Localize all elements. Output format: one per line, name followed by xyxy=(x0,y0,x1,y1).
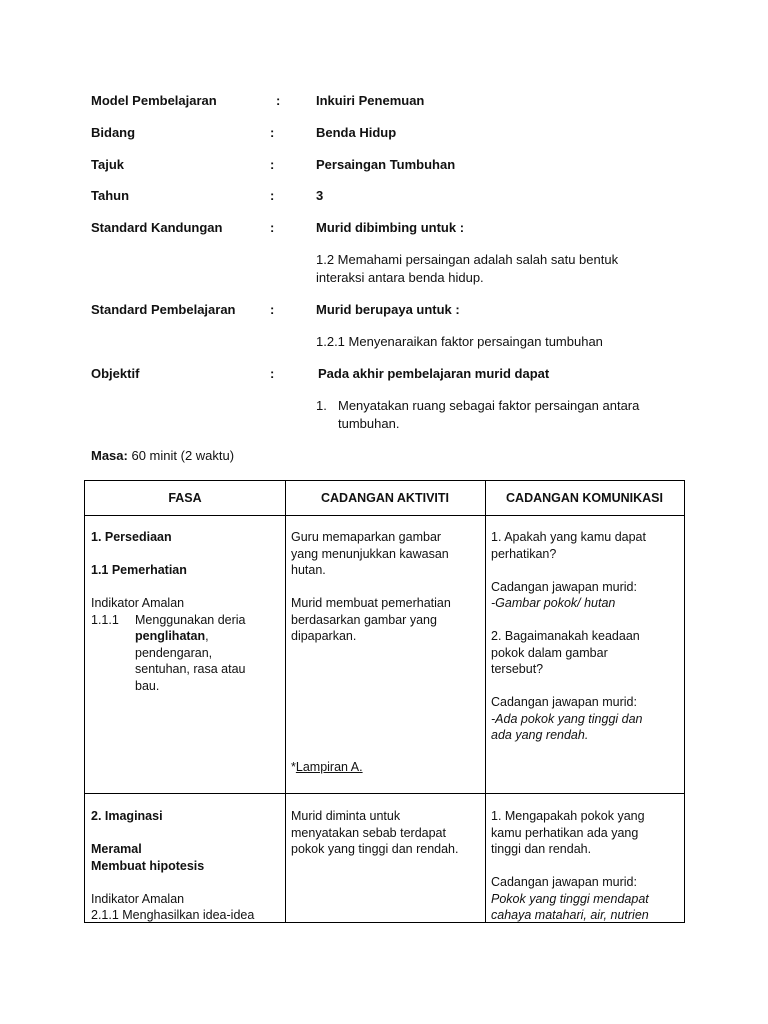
aktiviti-line: pokok yang tinggi dan rendah. xyxy=(291,842,459,856)
komunikasi-line: Cadangan jawapan murid: xyxy=(491,695,637,709)
komunikasi-line: tersebut? xyxy=(491,662,544,676)
standard-pembelajaran-value: Murid berupaya untuk : xyxy=(316,302,460,317)
standard-pembelajaran-label: Standard Pembelajaran xyxy=(91,302,236,317)
colon: : xyxy=(270,125,275,140)
objektif-value: Pada akhir pembelajaran murid dapat xyxy=(318,366,550,381)
standard-pembelajaran-detail: 1.2.1 Menyenaraikan faktor persaingan tumbuhan xyxy=(316,334,603,349)
komunikasi-line: 1. Mengapakah pokok yang xyxy=(491,809,645,823)
masa-line xyxy=(91,447,234,465)
colon: : xyxy=(270,366,275,381)
indikator-bold: penglihatan xyxy=(135,629,206,643)
header-cadangan-aktiviti: CADANGAN AKTIVITI xyxy=(320,491,449,505)
indikator-number: 1.1.1 xyxy=(91,612,119,627)
lampiran-link: Lampiran A. xyxy=(295,760,363,774)
indikator-line: Menggunakan deria xyxy=(135,612,246,627)
indikator-line: bau. xyxy=(135,678,160,693)
info-row-tahun xyxy=(0,187,768,205)
asterisk: * xyxy=(291,760,296,774)
aktiviti-line: yang menunjukkan kawasan xyxy=(291,546,449,561)
tahun-value: 3 xyxy=(316,188,324,203)
komunikasi-answer: -Gambar pokok/ hutan xyxy=(491,596,616,610)
tahun-label: Tahun xyxy=(91,188,130,203)
komunikasi-answer: cahaya matahari, air, nutrien xyxy=(491,908,649,922)
masa-value: 60 minit (2 waktu) xyxy=(131,448,235,463)
row-divider xyxy=(85,515,684,516)
info-row-tajuk xyxy=(0,156,768,174)
row-divider xyxy=(85,793,684,794)
fasa-title: 1. Persediaan xyxy=(91,530,172,544)
bidang-value: Benda Hidup xyxy=(316,125,397,140)
header-cadangan-komunikasi: CADANGAN KOMUNIKASI xyxy=(506,491,663,505)
indikator-line: sentuhan, rasa atau xyxy=(135,662,246,676)
row2-fasa-cell xyxy=(91,808,281,924)
komunikasi-line: 1. Apakah yang kamu dapat xyxy=(491,530,646,544)
fasa-bold-line: Membuat hipotesis xyxy=(91,858,205,873)
model-value: Inkuiri Penemuan xyxy=(316,93,425,108)
indikator-label: Indikator Amalan xyxy=(91,891,185,906)
komunikasi-line: tinggi dan rendah. xyxy=(491,842,592,856)
aktiviti-line: Murid diminta untuk xyxy=(291,809,401,823)
standard-kandungan-detail xyxy=(316,251,676,287)
masa-label: Masa: xyxy=(91,448,128,463)
column-divider xyxy=(285,481,286,922)
comma: , xyxy=(205,629,209,643)
aktiviti-line: Murid membuat pemerhatian xyxy=(291,596,451,610)
objektif-line: Menyatakan ruang sebagai faktor persaingan antara xyxy=(338,398,640,413)
komunikasi-answer: ada yang rendah. xyxy=(491,728,589,742)
column-divider xyxy=(485,481,486,922)
indikator-line: 2.1.1 Menghasilkan idea-idea xyxy=(91,908,255,922)
colon: : xyxy=(270,188,275,203)
colon: : xyxy=(270,157,275,172)
komunikasi-line: 2. Bagaimanakah keadaan xyxy=(491,629,640,643)
tajuk-value: Persaingan Tumbuhan xyxy=(316,157,456,172)
indikator-text xyxy=(135,612,246,695)
komunikasi-answer: Pokok yang tinggi mendapat xyxy=(491,891,649,906)
bidang-label: Bidang xyxy=(91,125,136,140)
aktiviti-line: berdasarkan gambar yang xyxy=(291,612,437,627)
colon: : xyxy=(270,220,275,235)
indikator-line xyxy=(135,628,246,645)
tajuk-label: Tajuk xyxy=(91,157,124,172)
objektif-line: tumbuhan. xyxy=(338,416,400,431)
header-fasa: FASA xyxy=(168,491,202,505)
standard-kandungan-value: Murid dibimbing untuk : xyxy=(316,220,465,235)
lesson-table xyxy=(84,480,685,923)
fasa-subtitle: 1.1 Pemerhatian xyxy=(91,563,187,577)
objektif-item-text xyxy=(338,397,678,433)
info-row-standard-kandungan xyxy=(0,219,768,237)
komunikasi-line: Cadangan jawapan murid: xyxy=(491,875,637,889)
aktiviti-line: dipaparkan. xyxy=(291,629,357,643)
komunikasi-answer: -Ada pokok yang tinggi dan xyxy=(491,711,643,726)
aktiviti-line: hutan. xyxy=(291,563,326,577)
komunikasi-line: perhatikan? xyxy=(491,546,557,561)
detail-line: 1.2 Memahami persaingan adalah salah satu bentuk xyxy=(316,252,619,267)
komunikasi-line: Cadangan jawapan murid: xyxy=(491,579,637,594)
model-label: Model Pembelajaran xyxy=(91,93,217,108)
indikator-line: pendengaran, xyxy=(135,645,213,660)
info-row-bidang xyxy=(0,124,768,142)
objektif-label: Objektif xyxy=(91,366,140,381)
indikator-label: Indikator Amalan xyxy=(91,596,185,610)
standard-kandungan-label: Standard Kandungan xyxy=(91,220,223,235)
komunikasi-line: kamu perhatikan ada yang xyxy=(491,825,639,840)
aktiviti-line: Guru memaparkan gambar xyxy=(291,530,442,544)
row1-aktiviti-cell xyxy=(291,529,483,645)
info-row-standard-pembelajaran xyxy=(0,301,768,319)
aktiviti-line: menyatakan sebab terdapat xyxy=(291,825,446,840)
indikator-item xyxy=(91,612,281,695)
row2-aktiviti-cell xyxy=(291,808,483,858)
info-row-objektif xyxy=(0,365,768,383)
fasa-title: 2. Imaginasi xyxy=(91,809,163,823)
info-row-model xyxy=(0,92,768,110)
row2-komunikasi-cell xyxy=(491,808,683,924)
lampiran-reference xyxy=(291,759,363,776)
colon: : xyxy=(270,302,275,317)
row1-komunikasi-cell xyxy=(491,529,683,744)
fasa-bold-line: Meramal xyxy=(91,842,142,856)
row1-fasa-cell xyxy=(91,529,281,694)
komunikasi-line: pokok dalam gambar xyxy=(491,645,608,660)
colon: : xyxy=(276,93,281,108)
detail-line: interaksi antara benda hidup. xyxy=(316,270,484,285)
objektif-item-number: 1. xyxy=(316,398,327,413)
